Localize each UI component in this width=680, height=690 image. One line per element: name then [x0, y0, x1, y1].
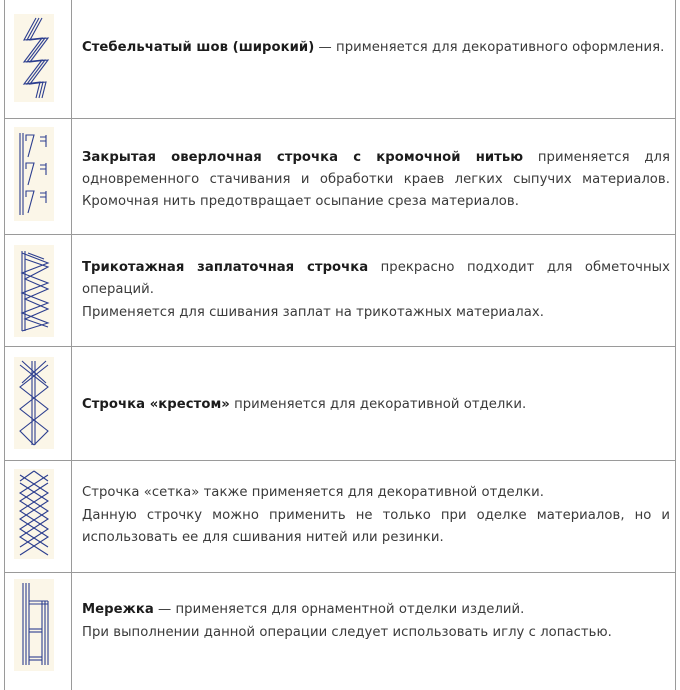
- row-text: [82, 482, 670, 549]
- stitch-extra: Применяется для сшивания заплат на трикотажных материалах.: [82, 305, 544, 320]
- table-row: [4, 0, 676, 118]
- knit-patch-stitch-icon: [14, 245, 54, 337]
- stitch-extra: При выполнении данной операции следует использовать иглу с лопастью.: [82, 625, 612, 640]
- row-text: [82, 599, 670, 644]
- stitch-name: Трикотажная заплаточная строчка: [82, 260, 369, 275]
- row-text: [82, 37, 670, 59]
- table-row: [4, 234, 676, 346]
- stitch-name: Мережка: [82, 602, 154, 617]
- stitch-description: — применяется для декоративного оформления.: [314, 40, 665, 55]
- table-row: [4, 572, 676, 690]
- table-row: [4, 118, 676, 234]
- hemstitch-icon: [14, 579, 54, 671]
- stitch-extra: Данную строчку можно применить не только при оделке материалов, но и использовать ее для сшивания нитей или резинки.: [82, 508, 670, 545]
- stitch-description: Строчка «сетка» также применяется для декоративной отделки.: [82, 485, 545, 500]
- row-text: [82, 147, 670, 213]
- zigzag-wide-stitch-icon: [14, 14, 54, 102]
- stitch-description: прекрасно подходит для обметочных операций.: [82, 260, 670, 297]
- stitch-name: Закрытая оверлочная строчка с кромочной нитью: [82, 150, 524, 165]
- cross-stitch-icon: [14, 357, 54, 449]
- row-text: [82, 394, 670, 416]
- net-stitch-icon: [14, 469, 54, 559]
- stitch-name: Строчка «крестом»: [82, 397, 230, 412]
- table-row: [4, 346, 676, 460]
- row-text: [82, 257, 670, 324]
- stitch-description: применяется для декоративной отделки.: [229, 397, 527, 412]
- stitch-name: Стебельчатый шов (широкий): [82, 40, 315, 55]
- stitch-description: применяется для одновременного стачивания и обработки краев легких сыпучих материалов. Кромочная нить предотвращает осыпание среза материалов.: [82, 150, 670, 209]
- table-row: [4, 460, 676, 572]
- overlock-stitch-icon: [14, 127, 54, 221]
- stitch-table: [4, 0, 676, 690]
- stitch-description: — применяется для орнаментной отделки изделий.: [153, 602, 525, 617]
